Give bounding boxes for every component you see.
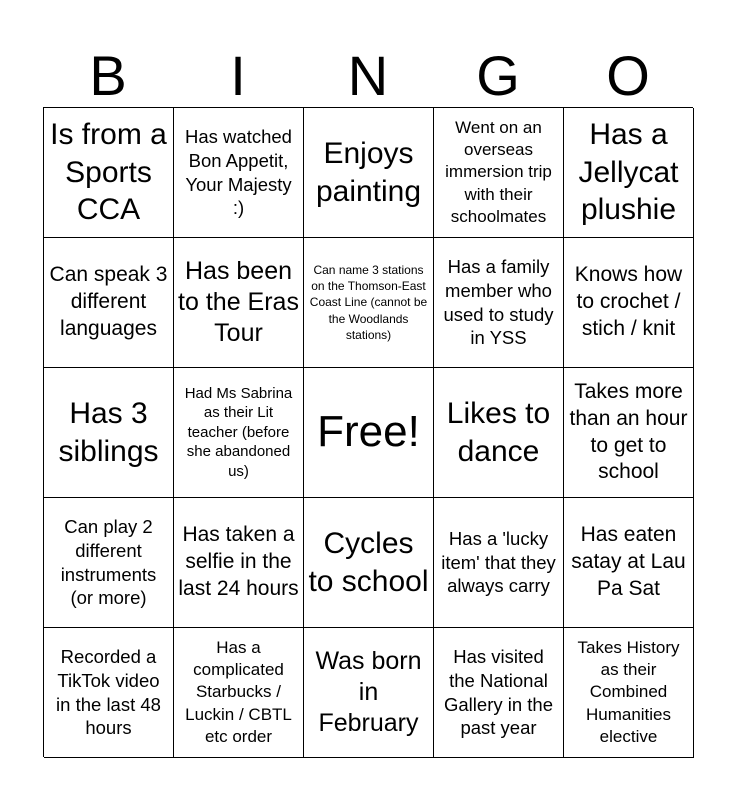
bingo-board — [43, 107, 693, 757]
bingo-cell[interactable]: Cycles to school — [304, 498, 434, 628]
bingo-cell[interactable]: Can name 3 stations on the Thomson-East Coast Line (cannot be the Woodlands stations) — [304, 238, 434, 368]
header-letter-n: N — [347, 44, 389, 107]
header-letter-i: I — [230, 44, 246, 107]
bingo-cell[interactable]: Takes History as their Combined Humanities elective — [564, 628, 694, 758]
bingo-cell[interactable]: Has 3 siblings — [44, 368, 174, 498]
bingo-cell[interactable]: Went on an overseas immersion trip with their schoolmates — [434, 108, 564, 238]
bingo-cell[interactable]: Enjoys painting — [304, 108, 434, 238]
header-letter-b: B — [89, 44, 127, 107]
bingo-cell[interactable]: Had Ms Sabrina as their Lit teacher (before she abandoned us) — [174, 368, 304, 498]
bingo-cell[interactable]: Has a complicated Starbucks / Luckin / CBTL etc order — [174, 628, 304, 758]
bingo-cell[interactable]: Takes more than an hour to get to school — [564, 368, 694, 498]
bingo-cell[interactable]: Has eaten satay at Lau Pa Sat — [564, 498, 694, 628]
bingo-cell[interactable]: Has visited the National Gallery in the past year — [434, 628, 564, 758]
bingo-cell[interactable]: Has a 'lucky item' that they always carry — [434, 498, 564, 628]
bingo-cell[interactable]: Knows how to crochet / stich / knit — [564, 238, 694, 368]
bingo-cell[interactable]: Recorded a TikTok video in the last 48 hours — [44, 628, 174, 758]
bingo-cell[interactable]: Is from a Sports CCA — [44, 108, 174, 238]
bingo-cell[interactable]: Has been to the Eras Tour — [174, 238, 304, 368]
header-letter-g: G — [476, 44, 520, 107]
bingo-cell[interactable]: Has taken a selfie in the last 24 hours — [174, 498, 304, 628]
bingo-cell[interactable]: Was born in February — [304, 628, 434, 758]
bingo-cell[interactable]: Has a Jellycat plushie — [564, 108, 694, 238]
bingo-cell[interactable]: Can speak 3 different languages — [44, 238, 174, 368]
bingo-cell[interactable]: Has watched Bon Appetit, Your Majesty :) — [174, 108, 304, 238]
bingo-cell[interactable]: Likes to dance — [434, 368, 564, 498]
bingo-cell[interactable]: Has a family member who used to study in YSS — [434, 238, 564, 368]
bingo-header — [43, 44, 693, 108]
bingo-cell[interactable]: Can play 2 different instruments (or more) — [44, 498, 174, 628]
free-space[interactable]: Free! — [304, 368, 434, 498]
header-letter-o: O — [606, 44, 650, 107]
